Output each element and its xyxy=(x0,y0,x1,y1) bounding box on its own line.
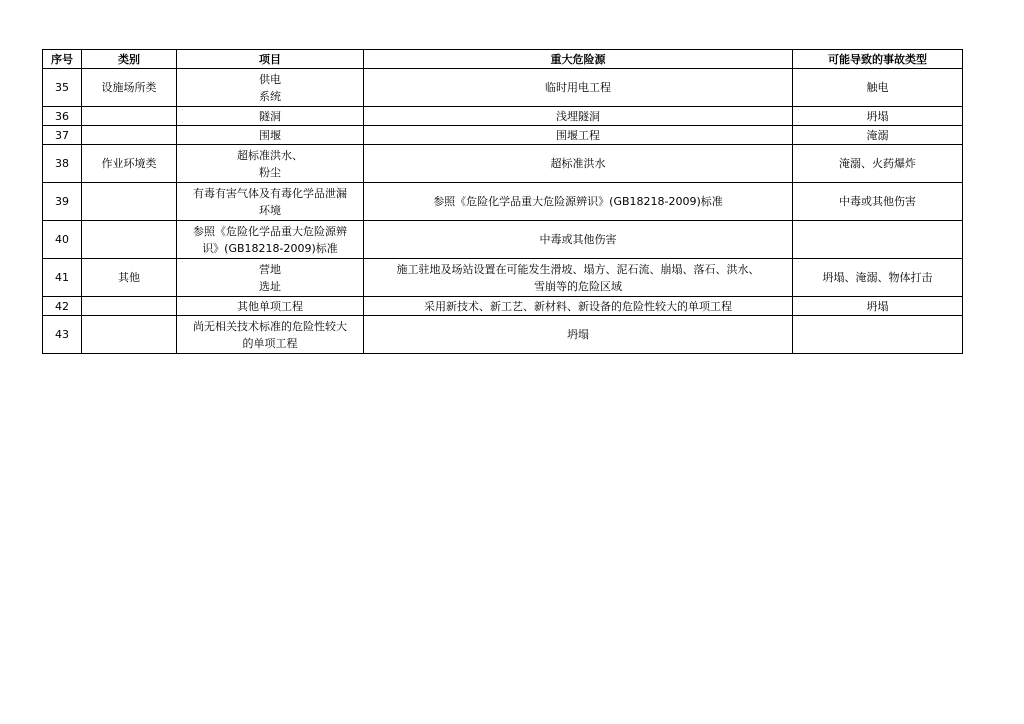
cell-item-line: 其他单项工程 xyxy=(237,299,303,313)
cell-hazard xyxy=(364,297,793,316)
cell-item-line: 的单项工程 xyxy=(242,336,298,350)
cell-hazard-line: 浅埋隧洞 xyxy=(556,109,600,123)
cell-item xyxy=(177,259,364,297)
cell-item-line: 参照《危险化学品重大危险源辨 xyxy=(193,224,347,238)
cell-item-line: 粉尘 xyxy=(259,165,281,179)
cell-item-line: 供电 xyxy=(259,72,281,86)
cell-hazard-line: 坍塌 xyxy=(567,328,589,341)
cell-item-line: 系统 xyxy=(259,89,281,103)
cell-hazard-line: 中毒或其他伤害 xyxy=(539,233,617,246)
cell-hazard-line: 围堰工程 xyxy=(556,128,600,142)
cell-seq: 39 xyxy=(43,183,82,221)
cell-item xyxy=(177,297,364,316)
header-item: 项目 xyxy=(177,50,364,69)
cell-accident xyxy=(793,316,963,354)
table-row xyxy=(43,69,963,107)
cell-item xyxy=(177,221,364,259)
header-category: 类别 xyxy=(82,50,177,69)
cell-item xyxy=(177,183,364,221)
cell-hazard-line: 参照《危险化学品重大危险源辨识》(GB18218-2009)标准 xyxy=(433,195,723,208)
cell-accident: 坍塌、淹溺、物体打击 xyxy=(793,259,963,297)
table-body xyxy=(43,69,963,354)
cell-hazard-line: 雪崩等的危险区域 xyxy=(534,279,622,293)
table-row xyxy=(43,126,963,145)
table-row xyxy=(43,107,963,126)
cell-item-line: 环境 xyxy=(259,203,281,217)
cell-seq: 38 xyxy=(43,145,82,183)
cell-accident: 淹溺、火药爆炸 xyxy=(793,145,963,183)
cell-seq: 37 xyxy=(43,126,82,145)
cell-category: 设施场所类 xyxy=(82,69,177,107)
cell-seq: 42 xyxy=(43,297,82,316)
cell-item-line: 超标准洪水、 xyxy=(237,148,303,162)
cell-hazard xyxy=(364,259,793,297)
cell-item-line: 尚无相关技术标准的危险性较大 xyxy=(193,319,347,333)
cell-category: 作业环境类 xyxy=(82,145,177,183)
cell-category xyxy=(82,316,177,354)
table-row xyxy=(43,145,963,183)
cell-seq: 35 xyxy=(43,69,82,107)
cell-category xyxy=(82,297,177,316)
cell-item-line: 营地 xyxy=(259,262,281,276)
cell-hazard xyxy=(364,145,793,183)
cell-seq: 40 xyxy=(43,221,82,259)
cell-accident: 淹溺 xyxy=(793,126,963,145)
cell-item xyxy=(177,316,364,354)
header-hazard: 重大危险源 xyxy=(364,50,793,69)
cell-accident: 坍塌 xyxy=(793,107,963,126)
cell-accident xyxy=(793,221,963,259)
cell-accident: 坍塌 xyxy=(793,297,963,316)
header-seq: 序号 xyxy=(43,50,82,69)
cell-accident: 中毒或其他伤害 xyxy=(793,183,963,221)
hazard-source-table xyxy=(42,49,963,354)
cell-seq: 43 xyxy=(43,316,82,354)
cell-item-line: 识》(GB18218-2009)标准 xyxy=(202,241,338,255)
cell-item-line: 隧洞 xyxy=(259,109,281,123)
cell-item-line: 选址 xyxy=(259,279,281,293)
cell-category xyxy=(82,183,177,221)
cell-item xyxy=(177,107,364,126)
cell-item xyxy=(177,126,364,145)
cell-accident: 触电 xyxy=(793,69,963,107)
cell-hazard-line: 采用新技术、新工艺、新材料、新设备的危险性较大的单项工程 xyxy=(424,299,732,313)
cell-hazard xyxy=(364,107,793,126)
cell-item-line: 有毒有害气体及有毒化学品泄漏 xyxy=(193,186,347,200)
cell-hazard xyxy=(364,69,793,107)
cell-category xyxy=(82,126,177,145)
cell-category xyxy=(82,221,177,259)
table-row xyxy=(43,259,963,297)
cell-hazard xyxy=(364,126,793,145)
cell-seq: 36 xyxy=(43,107,82,126)
cell-item xyxy=(177,145,364,183)
cell-hazard-line: 超标准洪水 xyxy=(550,157,606,170)
header-accident: 可能导致的事故类型 xyxy=(793,50,963,69)
cell-item-line: 围堰 xyxy=(259,128,281,142)
cell-item xyxy=(177,69,364,107)
cell-category: 其他 xyxy=(82,259,177,297)
table-row xyxy=(43,221,963,259)
cell-hazard-line: 施工驻地及场站设置在可能发生滑坡、塌方、泥石流、崩塌、落石、洪水、 xyxy=(396,262,760,276)
table-header-row xyxy=(43,50,963,69)
table-row xyxy=(43,183,963,221)
cell-hazard xyxy=(364,316,793,354)
cell-hazard xyxy=(364,221,793,259)
cell-category xyxy=(82,107,177,126)
cell-hazard xyxy=(364,183,793,221)
cell-seq: 41 xyxy=(43,259,82,297)
table-row xyxy=(43,297,963,316)
cell-hazard-line: 临时用电工程 xyxy=(545,81,611,94)
table-row xyxy=(43,316,963,354)
